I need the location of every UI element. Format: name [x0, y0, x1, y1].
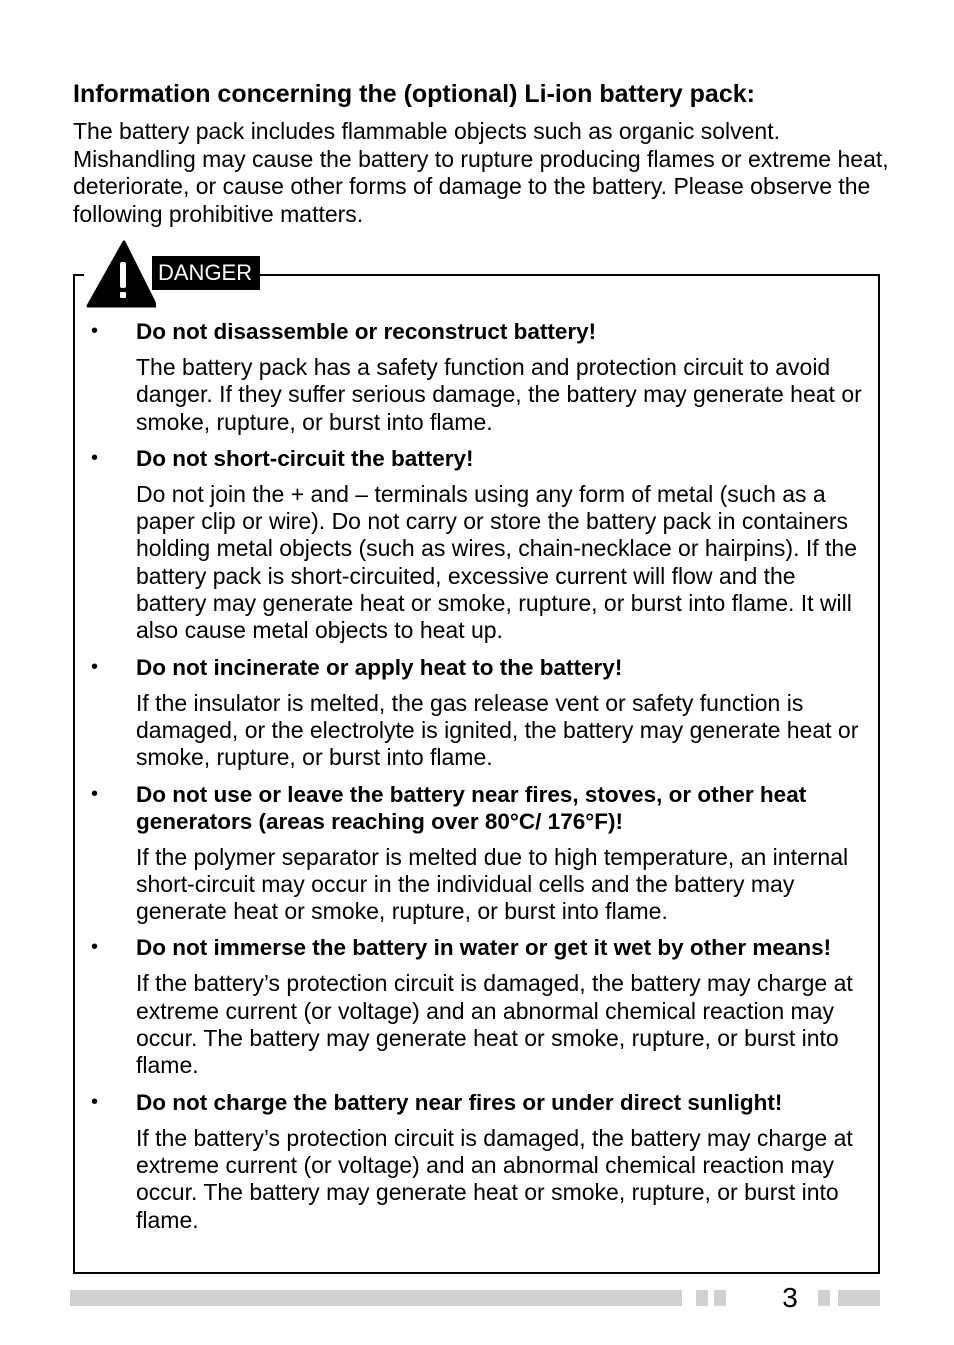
- item-body: If the battery’s protection circuit is damaged, the battery may charge at extreme current (or voltage) and an abnormal chemical reaction may occur. The battery may generate heat or smoke, rupture, or burst into flame.: [136, 970, 853, 1079]
- bullet: •: [91, 655, 99, 678]
- footer-bar-tick: [714, 1290, 726, 1306]
- item-body: If the insulator is melted, the gas release vent or safety function is damaged, or the electrolyte is ignited, the battery may generate heat or smoke, rupture, or burst into flame.: [136, 689, 859, 771]
- item-body: Do not join the + and – terminals using any form of metal (such as a paper clip or wire). Do not carry or store the battery pack in containers holding metal objects (such as wires, chain-necklace or hairpins). If the battery pack is short-circuited, excessive current will flow and the battery may generate heat or smoke, rupture, or burst into flame. It will also cause metal objects to heat up.: [136, 480, 858, 644]
- list-item: [86, 934, 866, 1079]
- item-title: Do not immerse the battery in water or get it wet by other means!: [136, 935, 832, 961]
- bullet: •: [91, 936, 99, 959]
- page-number: 3: [782, 1282, 798, 1313]
- list-item: [86, 318, 866, 436]
- item-body: If the battery’s protection circuit is damaged, the battery may charge at extreme current (or voltage) and an abnormal chemical reaction may occur. The battery may generate heat or smoke, rupture, or burst into flame.: [136, 1124, 853, 1233]
- bullet: •: [91, 1090, 99, 1113]
- item-title: Do not use or leave the battery near fires, stoves, or other heat generators (areas reaching over 80°C/ 176°F)!: [136, 781, 807, 834]
- section-heading: Information concerning the (optional) Li-ion battery pack:: [73, 80, 755, 108]
- footer-bar-tick: [818, 1290, 830, 1306]
- warning-triangle-exclamation-icon: [86, 240, 156, 308]
- footer-bar-short: [838, 1290, 880, 1306]
- list-item: [86, 781, 866, 926]
- bullet: •: [91, 782, 99, 805]
- item-title: Do not incinerate or apply heat to the battery!: [136, 654, 623, 680]
- item-title: Do not charge the battery near fires or under direct sunlight!: [136, 1089, 783, 1115]
- list-item: [86, 654, 866, 772]
- danger-list: [86, 318, 866, 1243]
- item-title: Do not short-circuit the battery!: [136, 445, 474, 471]
- list-item: [86, 445, 866, 645]
- bullet: •: [91, 446, 99, 469]
- danger-badge: [84, 240, 254, 308]
- intro-paragraph: The battery pack includes flammable objects such as organic solvent. Mishandling may cause the battery to rupture producing flames or extreme heat, deteriorate, or cause other forms of damage to the battery. Please observe the following prohibitive matters.: [73, 118, 889, 227]
- list-item: [86, 1089, 866, 1234]
- bullet: •: [91, 320, 99, 342]
- footer-bar-tick: [696, 1290, 708, 1306]
- danger-label: DANGER: [152, 256, 260, 290]
- item-body: The battery pack has a safety function and protection circuit to avoid danger. If they suffer serious damage, the battery may generate heat or smoke, rupture, or burst into flame.: [136, 354, 862, 435]
- item-body: If the polymer separator is melted due to high temperature, an internal short-circuit may occur in the individual cells and the battery may generate heat or smoke, rupture, or burst into flame.: [136, 843, 849, 925]
- footer-bar-long: [70, 1290, 682, 1306]
- item-title: Do not disassemble or reconstruct battery!: [136, 319, 597, 344]
